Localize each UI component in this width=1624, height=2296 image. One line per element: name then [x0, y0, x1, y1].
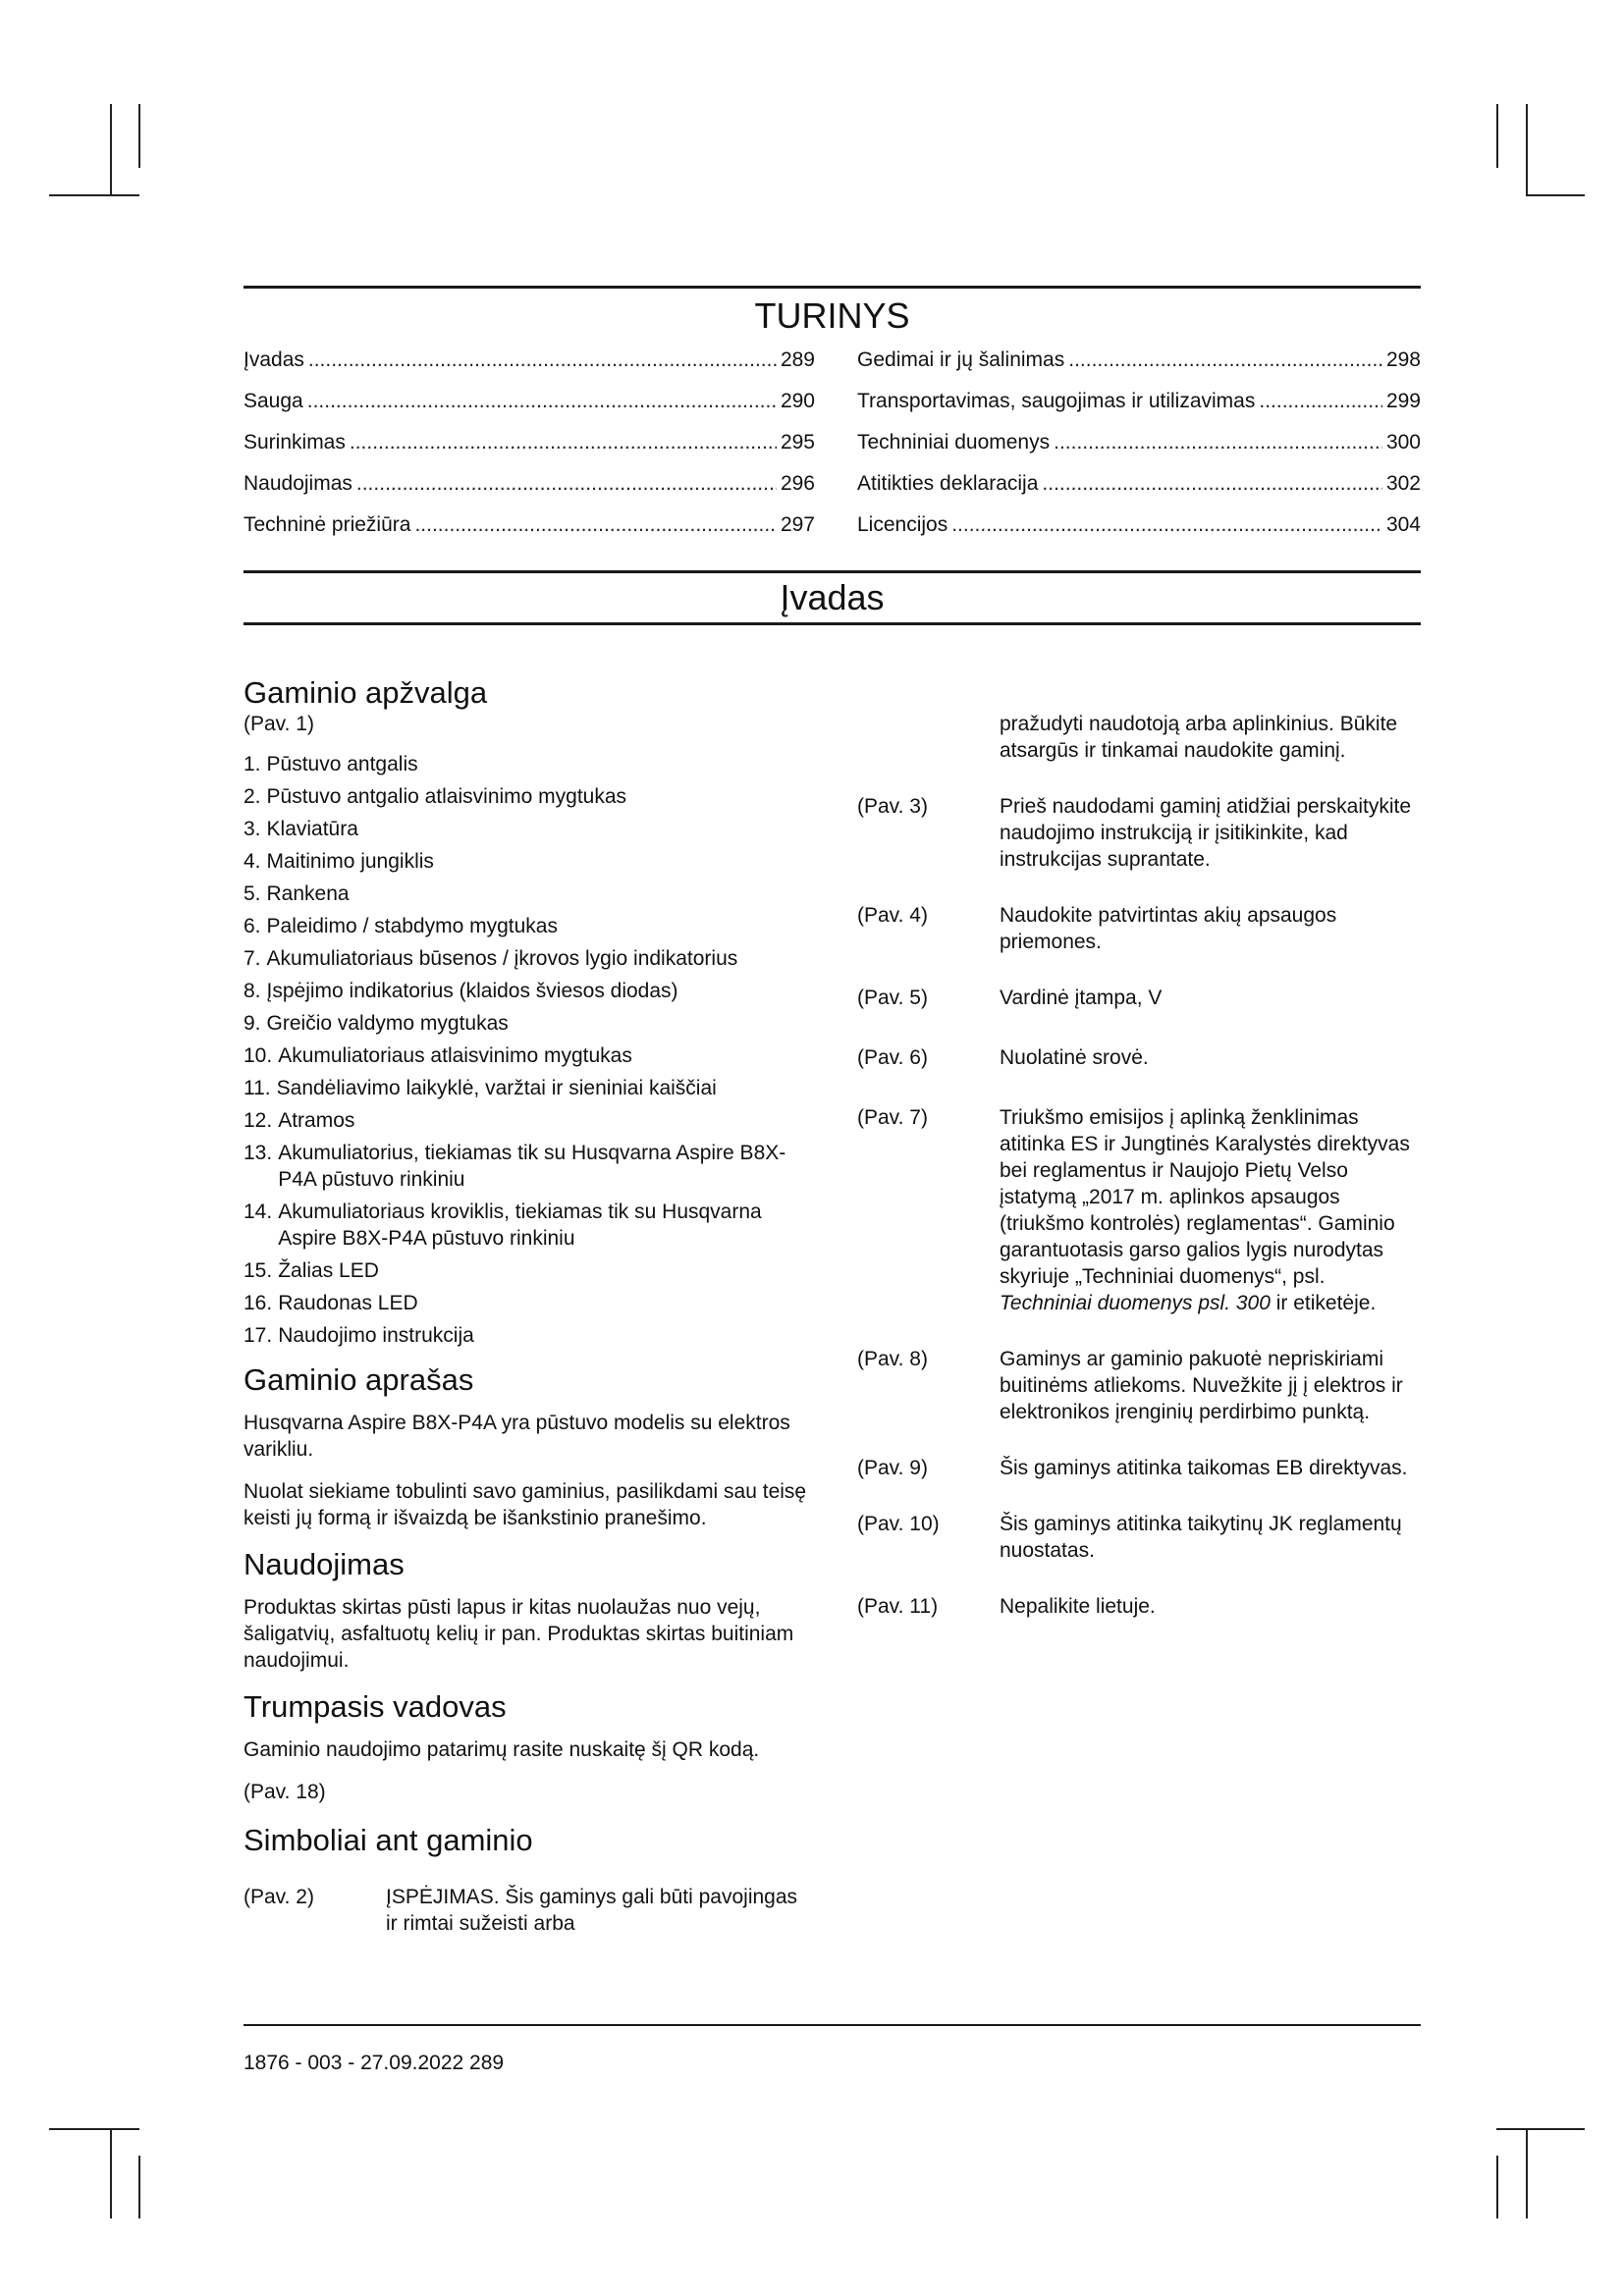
list-item	[244, 1075, 813, 1101]
toc-entry[interactable]	[244, 348, 815, 390]
list-item-number: 1.	[244, 753, 261, 775]
symbol-text: Prieš naudodami gaminį atidžiai perskaitykite naudojimo instrukciją ir įsitikinkite, kad instrukcijas suprantate.	[1000, 795, 1412, 871]
crop-mark-top-left-h	[49, 194, 139, 196]
list-item-number: 13.	[244, 1142, 273, 1164]
list-item-text: Žalias LED	[278, 1259, 379, 1282]
list-item	[244, 1107, 813, 1134]
toc-leader	[307, 390, 777, 413]
usage-heading: Naudojimas	[244, 1547, 405, 1581]
symbol-text: Gaminys ar gaminio pakuotė nepriskiriami buitinėms atliekoms. Nuvežkite jį į elektros ir elektronikos įrenginių perdirbimo punktą.	[1000, 1348, 1403, 1423]
list-item-text: Maitinimo jungiklis	[266, 850, 434, 873]
toc-entry[interactable]	[857, 472, 1421, 513]
toc-entry-label: Sauga	[244, 390, 303, 412]
overview-fig-ref: (Pav. 1)	[244, 713, 314, 735]
toc-entry[interactable]	[857, 431, 1421, 472]
symbol-text: pražudyti naudotoją arba aplinkinius. Būkite atsargūs ir tinkamai naudokite gaminį.	[1000, 713, 1398, 762]
symbol-row	[857, 1511, 1422, 1564]
list-item-text: Pūstuvo antgalio atlaisvinimo mygtukas	[266, 785, 627, 808]
crop-mark-top-right-v2	[1526, 104, 1528, 194]
toc-entry-label: Gedimai ir jų šalinimas	[857, 348, 1065, 371]
symbol-row	[857, 1593, 1422, 1620]
symbol-row	[857, 793, 1422, 873]
crop-mark-top-right-v1	[1496, 104, 1498, 168]
symbol-text: Vardinė įtampa, V	[1000, 987, 1163, 1009]
list-item-number: 16.	[244, 1292, 273, 1314]
chapter-title: Įvadas	[780, 577, 885, 617]
toc-leader	[1259, 390, 1382, 413]
toc-leader	[356, 472, 777, 496]
list-item	[244, 1010, 813, 1037]
symbol-fig-ref: (Pav. 5)	[857, 987, 928, 1009]
symbols-heading: Simboliai ant gaminio	[244, 1823, 533, 1857]
crop-mark-top-left-v2	[138, 104, 140, 168]
symbol-text-main: Triukšmo emisijos į aplinką ženklinimas atitinka ES ir Jungtinės Karalystės direktyvas bei reglamentus ir Naujojo Pietų Velso įstatymą „2017 m. aplinkos apsaugos (triukšmo kontrolės) reglamentas“. Gaminio garantuotasis garso galios lygis nurodytas skyriuje „Techniniai duomenys“, psl.	[1000, 1106, 1410, 1288]
toc-entry-page: 289	[780, 348, 815, 371]
quick-guide-heading: Trumpasis vadovas	[244, 1689, 507, 1724]
symbol-row	[857, 1044, 1422, 1071]
toc-entry-label: Įvadas	[244, 348, 304, 371]
symbol-fig-ref: (Pav. 11)	[857, 1595, 939, 1618]
symbol-fig-ref-empty	[857, 711, 1000, 764]
symbol-fig-ref: (Pav. 6)	[857, 1046, 928, 1069]
crop-mark-bottom-right-v1	[1496, 2156, 1498, 2218]
symbol-text: Naudokite patvirtintas akių apsaugos priemones.	[1000, 904, 1337, 953]
left-column	[244, 675, 813, 1937]
toc-entry[interactable]	[244, 390, 815, 431]
list-item-text: Rankena	[266, 882, 350, 905]
toc-leader	[1054, 431, 1382, 454]
symbol-text: Šis gaminys atitinka taikytinų JK reglamentų nuostatas.	[1000, 1513, 1402, 1562]
toc-entry-label: Transportavimas, saugojimas ir utilizavimas	[857, 390, 1256, 412]
list-item-text: Sandėliavimo laikyklė, varžtai ir sieniniai kaiščiai	[276, 1077, 717, 1099]
toc-entry[interactable]	[857, 390, 1421, 431]
symbol-row	[244, 1884, 813, 1937]
symbol-text: Nuolatinė srovė.	[1000, 1046, 1149, 1069]
list-item-text: Pūstuvo antgalis	[266, 753, 418, 775]
crop-mark-top-right-h	[1526, 194, 1585, 196]
toc-entry-page: 295	[780, 431, 815, 454]
list-item-text: Atramos	[278, 1109, 355, 1132]
crop-mark-bottom-left-v1	[110, 2130, 112, 2218]
symbol-text	[1000, 1104, 1422, 1316]
toc-entry[interactable]	[244, 431, 815, 472]
page-footer: 1876 - 003 - 27.09.2022 289	[244, 2052, 505, 2074]
overview-parts-list	[244, 751, 813, 1349]
symbol-fig-ref: (Pav. 4)	[857, 904, 928, 927]
list-item-number: 5.	[244, 882, 261, 905]
crop-mark-bottom-right-v2	[1526, 2130, 1528, 2218]
crop-mark-bottom-right-h	[1496, 2128, 1585, 2130]
toc-right-column	[857, 348, 1421, 555]
list-item	[244, 881, 813, 907]
list-item-text: Akumuliatoriaus būsenos / įkrovos lygio indikatorius	[266, 947, 738, 970]
toc-top-rule	[244, 286, 1421, 289]
description-heading: Gaminio aprašas	[244, 1362, 474, 1397]
list-item	[244, 816, 813, 842]
overview-heading: Gaminio apžvalga	[244, 675, 488, 710]
list-item-text: Paleidimo / stabdymo mygtukas	[266, 915, 558, 937]
list-item	[244, 1199, 813, 1252]
toc-leader	[1042, 472, 1382, 496]
list-item-number: 17.	[244, 1324, 273, 1347]
list-item	[244, 751, 813, 777]
list-item	[244, 1257, 813, 1284]
list-item-number: 2.	[244, 785, 261, 808]
symbol-fig-ref: (Pav. 7)	[857, 1106, 928, 1129]
list-item-number: 10.	[244, 1044, 273, 1067]
list-item-number: 7.	[244, 947, 261, 970]
toc-entry-page: 298	[1385, 348, 1421, 371]
toc-entry-label: Techniniai duomenys	[857, 431, 1051, 454]
list-item-number: 3.	[244, 818, 261, 840]
crop-mark-bottom-left-h	[49, 2128, 139, 2130]
list-item-text: Raudonas LED	[278, 1292, 418, 1314]
crop-mark-top-left-v1	[110, 104, 112, 194]
list-item	[244, 945, 813, 972]
description-paragraph-1: Husqvarna Aspire B8X-P4A yra pūstuvo modelis su elektros varikliu.	[244, 1412, 790, 1461]
quick-guide-fig-ref: (Pav. 18)	[244, 1781, 326, 1803]
list-item	[244, 848, 813, 875]
symbol-fig-ref: (Pav. 9)	[857, 1457, 928, 1479]
toc-entry-page: 300	[1385, 431, 1421, 454]
list-item-text: Greičio valdymo mygtukas	[266, 1012, 509, 1035]
list-item-number: 11.	[244, 1077, 271, 1099]
list-item-text: Naudojimo instrukcija	[278, 1324, 474, 1347]
symbol-text-tail: ir etiketėje.	[1270, 1292, 1377, 1314]
list-item-text: Akumuliatoriaus kroviklis, tiekiamas tik su Husqvarna Aspire B8X-P4A pūstuvo rinkiniu	[278, 1201, 762, 1250]
list-item	[244, 1322, 813, 1349]
toc-entry-label: Licencijos	[857, 513, 948, 536]
list-item-number: 14.	[244, 1201, 273, 1223]
toc-title: TURINYS	[754, 295, 910, 336]
quick-guide-paragraph: Gaminio naudojimo patarimų rasite nuskaitę šį QR kodą.	[244, 1738, 760, 1761]
list-item-number: 6.	[244, 915, 261, 937]
symbol-text: ĮSPĖJIMAS. Šis gaminys gali būti pavojingas ir rimtai sužeisti arba	[386, 1886, 798, 1935]
list-item	[244, 913, 813, 939]
list-item	[244, 783, 813, 810]
toc-entry-page: 304	[1385, 513, 1421, 536]
symbol-row	[857, 902, 1422, 955]
toc-entry[interactable]	[857, 348, 1421, 390]
toc-left-column	[244, 348, 815, 555]
list-item-number: 12.	[244, 1109, 273, 1132]
toc-entry-page: 296	[780, 472, 815, 495]
list-item-number: 4.	[244, 850, 261, 873]
chapter-bottom-rule	[244, 622, 1421, 625]
toc-entry-page: 290	[780, 390, 815, 412]
list-item	[244, 1042, 813, 1069]
toc-leader	[1068, 348, 1382, 372]
symbol-row	[857, 1104, 1422, 1316]
symbol-fig-ref: (Pav. 2)	[244, 1886, 314, 1908]
toc-entry-label: Atitikties deklaracija	[857, 472, 1039, 495]
right-column	[857, 711, 1422, 1620]
symbol-row	[857, 985, 1422, 1011]
list-item-number: 15.	[244, 1259, 273, 1282]
toc-entry[interactable]	[244, 513, 815, 555]
footer-rule	[244, 2024, 1421, 2026]
symbol-fig-ref: (Pav. 10)	[857, 1513, 940, 1535]
toc-entry-label: Techninė priežiūra	[244, 513, 411, 536]
toc-leader	[308, 348, 777, 372]
list-item-text: Įspėjimo indikatorius (klaidos šviesos diodas)	[266, 980, 678, 1002]
toc-entry-page: 299	[1385, 390, 1421, 412]
symbol-text: Nepalikite lietuje.	[1000, 1595, 1156, 1618]
toc-leader	[414, 513, 777, 537]
symbol-fig-ref: (Pav. 3)	[857, 795, 928, 818]
symbol-fig-ref: (Pav. 8)	[857, 1348, 928, 1370]
symbol-text: Šis gaminys atitinka taikomas EB direktyvas.	[1000, 1457, 1408, 1479]
toc-entry-page: 297	[780, 513, 815, 536]
toc-entry[interactable]	[857, 513, 1421, 555]
symbol-row-continuation	[857, 711, 1422, 764]
toc-leader	[350, 431, 777, 454]
symbol-row	[857, 1346, 1422, 1425]
list-item-text: Klaviatūra	[266, 818, 358, 840]
chapter-top-rule	[244, 570, 1421, 573]
toc-entry[interactable]	[244, 472, 815, 513]
toc-entry-label: Naudojimas	[244, 472, 352, 495]
usage-paragraph: Produktas skirtas pūsti lapus ir kitas nuolaužas nuo vejų, šaligatvių, asfaltuotų kelių ir pan. Produktas skirtas buitiniam naudojimui.	[244, 1596, 794, 1672]
list-item-text: Akumuliatoriaus atlaisvinimo mygtukas	[278, 1044, 632, 1067]
symbol-row	[857, 1455, 1422, 1481]
crop-mark-bottom-left-v2	[138, 2156, 140, 2218]
list-item-number: 9.	[244, 1012, 261, 1035]
list-item	[244, 1290, 813, 1316]
toc-leader	[951, 513, 1382, 537]
toc-entry-page: 302	[1385, 472, 1421, 495]
list-item	[244, 978, 813, 1004]
cross-reference-link[interactable]: Techniniai duomenys psl. 300	[1000, 1292, 1271, 1314]
list-item	[244, 1140, 813, 1193]
list-item-number: 8.	[244, 980, 261, 1002]
list-item-text: Akumuliatorius, tiekiamas tik su Husqvarna Aspire B8X-P4A pūstuvo rinkiniu	[278, 1142, 786, 1191]
toc-entry-label: Surinkimas	[244, 431, 346, 454]
description-paragraph-2: Nuolat siekiame tobulinti savo gaminius, pasilikdami sau teisę keisti jų formą ir išvaizdą be išankstinio pranešimo.	[244, 1480, 807, 1529]
